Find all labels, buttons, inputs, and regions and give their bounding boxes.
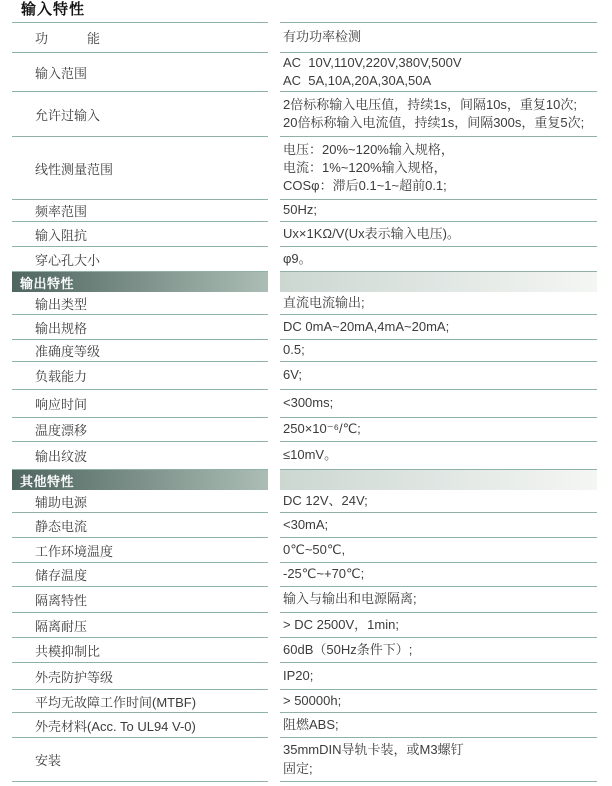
spec-label: 静态电流: [12, 513, 268, 538]
spec-label: 储存温度: [12, 563, 268, 587]
spec-value: [280, 587, 597, 613]
section-header-label: 其他特性: [20, 473, 75, 489]
spec-row: [0, 200, 612, 222]
spec-value-line: -25℃~+70℃;: [283, 566, 365, 582]
spec-value-line: > DC 2500V，1min;: [283, 616, 399, 632]
spec-label: 安装: [12, 738, 268, 782]
spec-value: [280, 200, 597, 222]
spec-value-line: 电流：1%~120%输入规格，: [283, 159, 447, 175]
spec-value-line: 有功功率检测: [283, 29, 362, 45]
spec-row: [0, 53, 612, 92]
spec-row: [0, 222, 612, 247]
spec-value-line: ≤10mV。: [283, 447, 338, 463]
spec-value: [280, 292, 597, 315]
spec-value-line: φ9。: [283, 250, 312, 266]
title-cell: [12, 0, 268, 23]
spec-value: [280, 53, 597, 92]
spec-value: [280, 690, 597, 713]
spec-value: [280, 23, 597, 53]
spec-label: 频率范围: [12, 200, 268, 222]
spec-value: [280, 513, 597, 538]
spec-value-line: 50Hz;: [283, 202, 317, 218]
section-header-row: [0, 470, 612, 490]
spec-value: [280, 390, 597, 418]
spec-value: [280, 538, 597, 563]
section-header-band: [12, 470, 268, 490]
spec-value-line: > 50000h;: [283, 692, 342, 708]
spec-label: 穿心孔大小: [12, 247, 268, 272]
spec-value: [280, 490, 597, 513]
spec-row: [0, 23, 612, 53]
spec-label: 外壳材料(Acc. To UL94 V-0): [12, 713, 268, 738]
spec-label: 温度漂移: [12, 418, 268, 442]
spec-value-line: 0℃~50℃,: [283, 541, 346, 557]
spec-value: [280, 738, 597, 782]
spec-value-line: 20倍标称输入电流值，持续1s，间隔300s，重复5次;: [283, 115, 585, 130]
spec-value: [280, 247, 597, 272]
spec-value-line: DC 0mA~20mA,4mA~20mA;: [283, 318, 450, 334]
spec-label: 输入范围: [12, 53, 268, 92]
spec-value: [280, 638, 597, 663]
section-header-band-light: [280, 272, 597, 292]
spec-label: 输入阻抗: [12, 222, 268, 247]
spec-row: [0, 390, 612, 418]
spec-row: [0, 340, 612, 362]
spec-label: 隔离特性: [12, 587, 268, 613]
spec-row: [0, 713, 612, 738]
spec-value-line: 阻燃ABS;: [283, 716, 339, 732]
spec-value-line: 输入与输出和电源隔离;: [283, 591, 417, 607]
spec-label: 隔离耐压: [12, 613, 268, 638]
spec-label: 共模抑制比: [12, 638, 268, 663]
spec-row: [0, 538, 612, 563]
spec-value-line: <30mA;: [283, 516, 329, 532]
spec-label: 负载能力: [12, 362, 268, 390]
spec-row: [0, 442, 612, 470]
spec-value-line: 0.5;: [283, 342, 305, 358]
spec-value: [280, 362, 597, 390]
spec-value-line: Ux×1KΩ/V(Ux表示输入电压)。: [283, 225, 460, 241]
section-header-band-light: [280, 470, 597, 490]
spec-row: [0, 418, 612, 442]
spec-table: [0, 23, 612, 782]
spec-row: [0, 137, 612, 200]
spec-value-line: <300ms;: [283, 395, 334, 411]
spec-label: 输出纹波: [12, 442, 268, 470]
title-row: [0, 0, 612, 23]
spec-value: [280, 442, 597, 470]
spec-label: 输出规格: [12, 315, 268, 340]
spec-value-line: 直流电流输出;: [283, 294, 365, 310]
spec-value-line: AC 5A,10A,20A,30A,50A: [283, 73, 432, 88]
spec-row: [0, 513, 612, 538]
spec-row: [0, 490, 612, 513]
spec-label: 辅助电源: [12, 490, 268, 513]
spec-label: 输出类型: [12, 292, 268, 315]
spec-value-line: 35mmDIN导轨卡装，或M3螺钉: [283, 742, 464, 758]
spec-row: [0, 738, 612, 782]
spec-label: 功 能: [12, 23, 268, 53]
spec-value: [280, 92, 597, 137]
spec-value-line: AC 10V,110V,220V,380V,500V: [283, 54, 462, 70]
spec-value: [280, 137, 597, 200]
spec-value: [280, 222, 597, 247]
spec-row: [0, 92, 612, 137]
spec-label: 外壳防护等级: [12, 663, 268, 690]
spec-value-line: IP20;: [283, 667, 314, 683]
section-header-label: 输出特性: [20, 275, 75, 291]
spec-value: [280, 340, 597, 362]
spec-label: 工作环境温度: [12, 538, 268, 563]
spec-row: [0, 292, 612, 315]
spec-row: [0, 690, 612, 713]
spec-value: [280, 563, 597, 587]
spec-value: [280, 663, 597, 690]
spec-row: [0, 613, 612, 638]
spec-label: 平均无故障工作时间(MTBF): [12, 690, 268, 713]
spec-label: 响应时间: [12, 390, 268, 418]
spec-value: [280, 613, 597, 638]
spec-row: [0, 362, 612, 390]
spec-value-line: 电压：20%~120%输入规格，: [283, 141, 454, 157]
spec-value: [280, 713, 597, 738]
spec-value-line: 6V;: [283, 367, 303, 383]
spec-row: [0, 587, 612, 613]
spec-row: [0, 247, 612, 272]
page-title: 输入特性: [21, 1, 86, 18]
spec-value-line: COSφ：滞后0.1~1~超前0.1;: [283, 178, 447, 194]
spec-value: [280, 315, 597, 340]
spec-label: 准确度等级: [12, 340, 268, 362]
spec-value: [280, 418, 597, 442]
spec-value-line: DC 12V、24V;: [283, 492, 368, 508]
section-header-row: [0, 272, 612, 292]
spec-value-line: 固定;: [283, 760, 313, 776]
spec-row: [0, 638, 612, 663]
title-row-rule: [280, 0, 597, 23]
spec-value-line: 60dB（50Hz条件下）;: [283, 641, 413, 657]
spec-label: 线性测量范围: [12, 137, 268, 200]
spec-row: [0, 563, 612, 587]
spec-row: [0, 663, 612, 690]
spec-label: 允许过输入: [12, 92, 268, 137]
spec-row: [0, 315, 612, 340]
section-header-band: [12, 272, 268, 292]
spec-value-line: 250×10⁻⁶/℃;: [283, 421, 361, 437]
spec-value-line: 2倍标称输入电压值，持续1s，间隔10s，重复10次;: [283, 96, 577, 112]
